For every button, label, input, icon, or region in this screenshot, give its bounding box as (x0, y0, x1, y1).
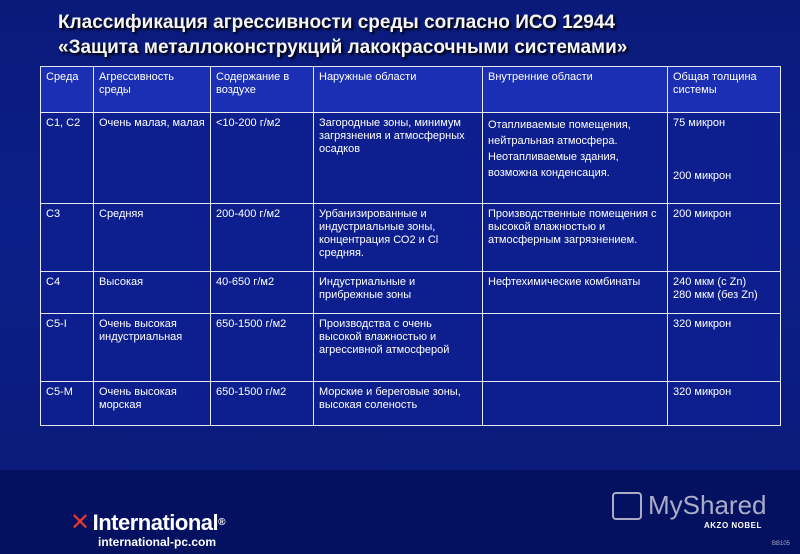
cell-air-content: 650-1500 г/м2 (211, 314, 314, 382)
classification-table-container (40, 66, 780, 426)
cell-thickness (668, 272, 781, 314)
cell-thickness (668, 113, 781, 204)
watermark-text: MyShared (648, 490, 767, 520)
header-env: Среда (41, 67, 94, 113)
slide-title (58, 10, 758, 60)
thickness-value: 320 микрон (673, 386, 732, 398)
cell-aggressiveness: Высокая (94, 272, 211, 314)
myshared-watermark (612, 490, 767, 521)
header-indoor: Внутренние области (483, 67, 668, 113)
cell-aggressiveness: Очень высокая индустриальная (94, 314, 211, 382)
cell-outdoor: Урбанизированные и индустриальные зоны, концентрация СО2 и Cl средняя. (314, 204, 483, 272)
header-aggressiveness: Агрессивность среды (94, 67, 211, 113)
cell-env: С3 (41, 204, 94, 272)
header-air-content: Содержание в воздухе (211, 67, 314, 113)
akzo-nobel-logo: AKZO NOBEL (704, 521, 762, 530)
brand-name: International (92, 509, 219, 535)
thickness-value: 200 микрон (673, 170, 732, 182)
table-row (41, 272, 781, 314)
classification-table (40, 66, 781, 426)
table-row (41, 382, 781, 426)
cell-indoor: Нефтехимические комбинаты (483, 272, 668, 314)
thickness-value: 320 микрон (673, 318, 732, 330)
table-row (41, 314, 781, 382)
cell-thickness (668, 382, 781, 426)
table-row (41, 204, 781, 272)
international-logo (70, 508, 225, 537)
slide-code: BB105 (772, 541, 791, 547)
title-line-2: «Защита металлоконструкций лакокрасочными системами» (58, 37, 628, 58)
cell-air-content: 200-400 г/м2 (211, 204, 314, 272)
title-line-1: Классификация агрессивности среды согласно ИСО 12944 (58, 12, 615, 33)
cell-outdoor: Производства с очень высокой влажностью и агрессивной атмосферой (314, 314, 483, 382)
cell-thickness (668, 204, 781, 272)
cell-env: С5-I (41, 314, 94, 382)
thickness-value: 75 микрон (673, 117, 726, 129)
cell-aggressiveness: Очень малая, малая (94, 113, 211, 204)
table-header-row (41, 67, 781, 113)
cell-air-content: 650-1500 г/м2 (211, 382, 314, 426)
cell-thickness (668, 314, 781, 382)
presentation-board-icon (612, 492, 642, 520)
cell-outdoor: Индустриальные и прибрежные зоны (314, 272, 483, 314)
cell-env: С4 (41, 272, 94, 314)
cell-env: С1, С2 (41, 113, 94, 204)
website-link[interactable]: international-pc.com (98, 535, 217, 549)
cell-outdoor: Морские и береговые зоны, высокая соленость (314, 382, 483, 426)
header-outdoor: Наружные области (314, 67, 483, 113)
x-logo-icon: ✕ (70, 509, 90, 536)
thickness-value: 280 мкм (без Zn) (673, 289, 758, 301)
table-row (41, 113, 781, 204)
thickness-value: 200 микрон (673, 208, 732, 220)
cell-air-content: <10-200 г/м2 (211, 113, 314, 204)
cell-outdoor: Загородные зоны, минимум загрязнения и атмосферных осадков (314, 113, 483, 204)
cell-indoor: Производственные помещения с высокой влажностью и атмосферным загрязнением. (483, 204, 668, 272)
thickness-value: 240 мкм (с Zn) (673, 276, 747, 288)
cell-air-content: 40-650 г/м2 (211, 272, 314, 314)
cell-indoor (483, 314, 668, 382)
registered-mark: ® (218, 517, 225, 528)
cell-indoor (483, 382, 668, 426)
cell-aggressiveness: Средняя (94, 204, 211, 272)
header-thickness: Общая толщина системы (668, 67, 781, 113)
cell-indoor: Отапливаемые помещения, нейтральная атмосфера. Неотапливаемые здания, возможна конденсация. (483, 113, 668, 204)
cell-aggressiveness: Очень высокая морская (94, 382, 211, 426)
cell-env: С5-М (41, 382, 94, 426)
